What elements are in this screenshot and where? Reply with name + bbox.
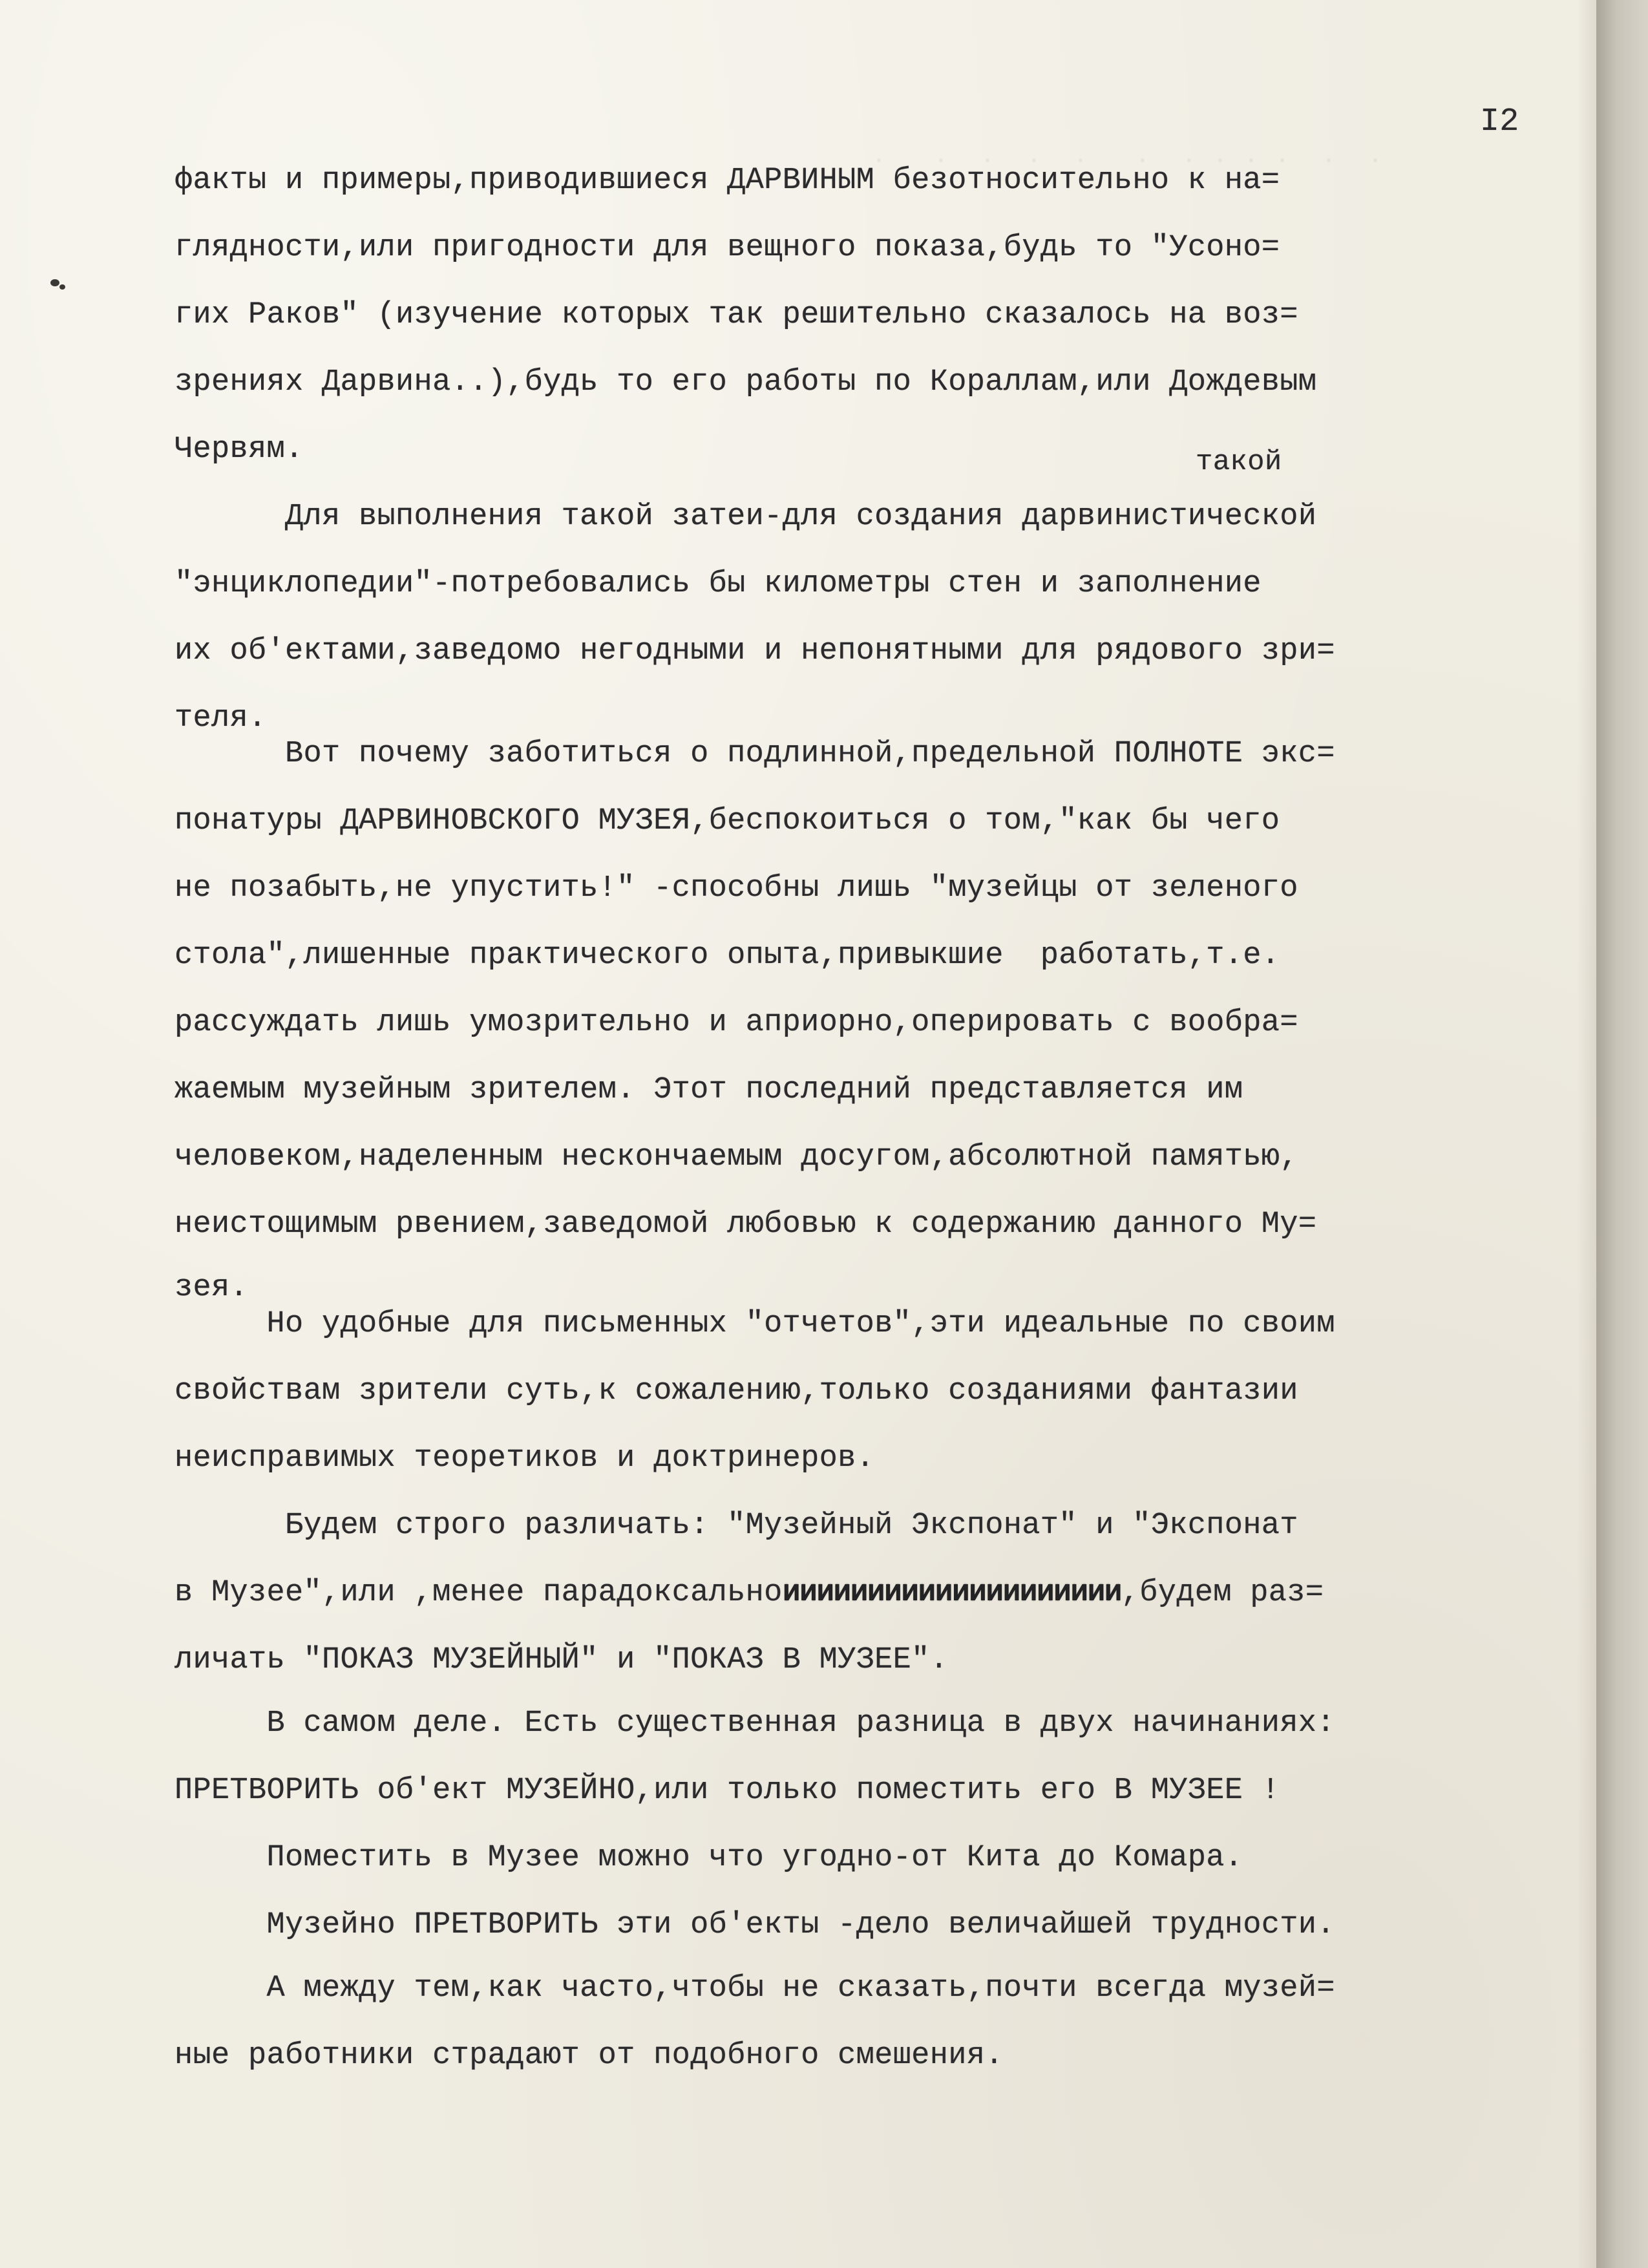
page-number: I2 <box>1480 103 1519 140</box>
text-line-25: В самом деле. Есть существенная разница в двух начинаниях: <box>174 1706 1335 1741</box>
text-line-29: А между тем,как часто,чтобы не сказать,почти всегда музей= <box>174 1971 1335 2006</box>
text-line-5: Червям. <box>174 432 304 467</box>
ink-spot <box>59 284 65 290</box>
text-line-7: "энциклопедии"-потребовались бы километры стен и заполнение <box>174 567 1262 601</box>
text-line-10: Вот почему заботиться о подлинной,предельной ПОЛНОТЕ экс= <box>174 737 1335 771</box>
text-line-28: Музейно ПРЕТВОРИТЬ эти об'екты -дело величайшей трудности. <box>174 1908 1335 1942</box>
text-line-23-end: ,будем раз= <box>1121 1576 1324 1610</box>
text-line-30: ные работники страдают от подобного смешения. <box>174 2039 1004 2073</box>
text-line-26: ПРЕТВОРИТЬ об'ект МУЗЕЙНО,или только поместить его В МУЗЕЕ ! <box>174 1774 1280 1808</box>
show-through-text: . . . . . . . . . . . . <box>871 142 1538 171</box>
text-line-2: глядности,или пригодности для вещного показа,будь то "Усоно= <box>174 231 1280 265</box>
text-line-20: свойствам зрители суть,к сожалению,только созданиями фантазии <box>174 1374 1298 1408</box>
text-line-6: Для выполнения такой затеи-для создания дарвинистической <box>174 500 1317 534</box>
text-line-4: зрениях Дарвина..),будь то его работы по Кораллам,или Дождевым <box>174 365 1317 399</box>
text-line-9: теля. <box>174 701 267 736</box>
text-line-23-start: в Музее",или ,менее парадоксально <box>174 1576 783 1610</box>
text-line-16: человеком,наделенным нескончаемым досугом,абсолютной памятью, <box>174 1140 1298 1174</box>
text-line-22: Будем строго различать: "Музейный Экспонат" и "Экспонат <box>174 1509 1298 1543</box>
background-edge <box>1596 0 1648 2268</box>
text-line-1: факты и примеры,приводившиеся ДАРВИНЫМ безотносительно к на= <box>174 164 1280 198</box>
text-line-24: личать "ПОКАЗ МУЗЕЙНЫЙ" и "ПОКАЗ В МУЗЕЕ". <box>174 1643 949 1677</box>
struck-out-text: ииииииииииииииииииии <box>782 1576 1121 1610</box>
text-line-19: Но удобные для письменных "отчетов",эти идеальные по своим <box>174 1307 1335 1341</box>
text-line-12: не позабыть,не упустить!" -способны лишь "музейцы от зеленого <box>174 871 1298 906</box>
text-line-21: неисправимых теоретиков и доктринеров. <box>174 1441 875 1476</box>
ink-spot <box>50 279 59 286</box>
text-line-23 <box>174 1576 1324 1610</box>
text-line-3: гих Раков" (изучение которых так решительно сказалось на воз= <box>174 298 1298 332</box>
text-line-27: Поместить в Музее можно что угодно-от Кита до Комара. <box>174 1841 1243 1875</box>
text-line-13: стола",лишенные практического опыта,привыкшие работать,т.е. <box>174 938 1280 973</box>
text-line-14: рассуждать лишь умозрительно и априорно,оперировать с вообра= <box>174 1006 1298 1040</box>
text-line-11: понатуры ДАРВИНОВСКОГО МУЗЕЯ,беспокоиться о том,"как бы чего <box>174 804 1280 838</box>
text-line-8: их об'ектами,заведомо негодными и непонятными для рядового зри= <box>174 634 1335 668</box>
text-line-17: неистощимым рвением,заведомой любовью к содержанию данного Му= <box>174 1207 1317 1242</box>
text-line-18: зея. <box>174 1271 249 1305</box>
text-line-15: жаемым музейным зрителем. Этот последний представляется им <box>174 1073 1243 1107</box>
handwritten-insert: такой <box>1196 446 1282 478</box>
